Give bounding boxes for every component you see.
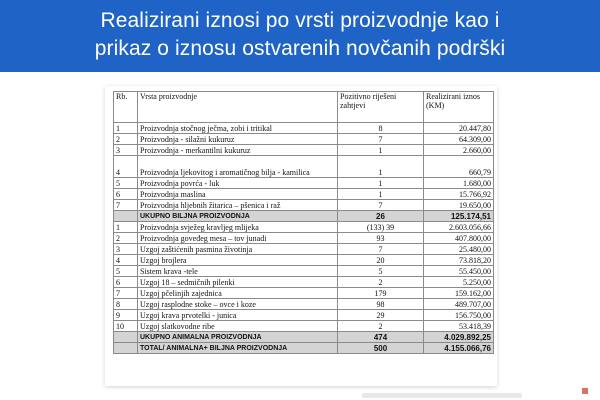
header-count: Pozitivno riješeni zahtjevi (338, 92, 424, 123)
table-row (114, 255, 494, 266)
cell-name: Uzgoj brojlera (138, 255, 338, 266)
cell-rb (114, 332, 138, 343)
cell-amount: 125.174,51 (424, 211, 494, 222)
cell-count: (133) 39 (338, 222, 424, 233)
cell-rb: 6 (114, 277, 138, 288)
cell-amount: 159.162,00 (424, 288, 494, 299)
table-sheet (105, 86, 497, 386)
cell-count: 20 (338, 255, 424, 266)
cell-amount: 489.707,00 (424, 299, 494, 310)
cell-count: 7 (338, 200, 424, 211)
header-type: Vrsta proizvodnje (138, 92, 338, 123)
table-row (114, 189, 494, 200)
cell-rb: 4 (114, 255, 138, 266)
cell-amount: 73.818,20 (424, 255, 494, 266)
cell-count: 1 (338, 189, 424, 200)
cell-amount: 25.480,00 (424, 244, 494, 255)
cell-name: Proizvodnja - merkantilni kukuruz (138, 145, 338, 156)
cell-count: 26 (338, 211, 424, 222)
cell-count: 8 (338, 123, 424, 134)
cell-name: Uzgoj pčelinjih zajednica (138, 288, 338, 299)
table-row (114, 178, 494, 189)
title-line-1: Realizirani iznosi po vrsti proizvodnje kao i (100, 9, 500, 32)
footer-strip (362, 393, 522, 398)
cell-name: Proizvodnja - silažni kukuruz (138, 134, 338, 145)
cell-name: Proizvodnja goveđeg mesa – tov junadi (138, 233, 338, 244)
title-banner (0, 0, 600, 72)
cell-rb: 7 (114, 200, 138, 211)
cell-name: Proizvodnja maslina (138, 189, 338, 200)
cell-amount: 4.155.066,76 (424, 343, 494, 354)
cell-count: 2 (338, 277, 424, 288)
cell-rb: 7 (114, 288, 138, 299)
table-row (114, 244, 494, 255)
cell-rb: 6 (114, 189, 138, 200)
cell-count: 474 (338, 332, 424, 343)
cell-amount: 20.447,80 (424, 123, 494, 134)
cell-rb: 5 (114, 266, 138, 277)
cell-count: 1 (338, 156, 424, 178)
plant-total-row (114, 211, 494, 222)
table-row (114, 233, 494, 244)
cell-rb: 1 (114, 222, 138, 233)
cell-count: 2 (338, 321, 424, 332)
cell-rb: 3 (114, 145, 138, 156)
table-row (114, 310, 494, 321)
cell-name: Uzgoj krava prvotelki - junica (138, 310, 338, 321)
cell-amount: 2.660,00 (424, 145, 494, 156)
cell-rb: 1 (114, 123, 138, 134)
table-row (114, 222, 494, 233)
cell-name: Proizvodnja povrća - luk (138, 178, 338, 189)
cell-rb: 4 (114, 156, 138, 178)
cell-amount: 2.603.056,66 (424, 222, 494, 233)
title-line-2: prikaz o iznosu ostvarenih novčanih podrški (94, 37, 506, 60)
cell-rb (114, 343, 138, 354)
table-row (114, 123, 494, 134)
corner-mark (582, 388, 588, 394)
cell-name: Uzgoj slatkovodne ribe (138, 321, 338, 332)
cell-name: TOTAL/ ANIMALNA+ BILJNA PROIZVODNJA (138, 343, 338, 354)
cell-rb: 10 (114, 321, 138, 332)
cell-name: UKUPNO ANIMALNA PROIZVODNJA (138, 332, 338, 343)
cell-amount: 15.766,92 (424, 189, 494, 200)
cell-amount: 1.680,00 (424, 178, 494, 189)
table-row (114, 156, 494, 178)
animal-total-row (114, 332, 494, 343)
table-row (114, 321, 494, 332)
cell-count: 29 (338, 310, 424, 321)
cell-amount: 64.309,00 (424, 134, 494, 145)
cell-count: 500 (338, 343, 424, 354)
cell-name: Proizvodnja stočnog ječma, zobi i tritikal (138, 123, 338, 134)
table-row (114, 134, 494, 145)
cell-count: 7 (338, 244, 424, 255)
cell-rb: 2 (114, 134, 138, 145)
table-header-row (114, 92, 494, 123)
cell-amount: 53.418,39 (424, 321, 494, 332)
cell-count: 98 (338, 299, 424, 310)
cell-count: 5 (338, 266, 424, 277)
cell-amount: 407.800,00 (424, 233, 494, 244)
table-row (114, 288, 494, 299)
cell-amount: 19.650,00 (424, 200, 494, 211)
cell-amount: 5.250,00 (424, 277, 494, 288)
cell-count: 7 (338, 134, 424, 145)
cell-amount: 156.750,00 (424, 310, 494, 321)
table-row (114, 299, 494, 310)
cell-rb (114, 211, 138, 222)
cell-name: Proizvodnja hljebnih žitarica – pšenica i raž (138, 200, 338, 211)
cell-count: 93 (338, 233, 424, 244)
cell-rb: 3 (114, 244, 138, 255)
table-row (114, 145, 494, 156)
cell-rb: 5 (114, 178, 138, 189)
cell-name: Sistem krava -tele (138, 266, 338, 277)
cell-amount: 4.029.892,25 (424, 332, 494, 343)
cell-name: Uzgoj zaštićenih pasmina životinja (138, 244, 338, 255)
cell-name: UKUPNO BILJNA PROIZVODNJA (138, 211, 338, 222)
cell-name: Proizvodnja svježeg kravljeg mlijeka (138, 222, 338, 233)
cell-count: 179 (338, 288, 424, 299)
table-row (114, 266, 494, 277)
cell-rb: 2 (114, 233, 138, 244)
production-table (113, 91, 494, 354)
cell-count: 1 (338, 145, 424, 156)
cell-count: 1 (338, 178, 424, 189)
grand-total-row (114, 343, 494, 354)
header-amount: Realizirani iznos (KM) (424, 92, 494, 123)
cell-amount: 55.450,00 (424, 266, 494, 277)
header-rb: Rb. (114, 92, 138, 123)
cell-rb: 9 (114, 310, 138, 321)
cell-name: Proizvodnja ljekovitog i aromatičnog bilja - kamilica (138, 156, 338, 178)
cell-rb: 8 (114, 299, 138, 310)
table-row (114, 277, 494, 288)
table-row (114, 200, 494, 211)
cell-amount: 660,79 (424, 156, 494, 178)
cell-name: Uzgoj 18 – sedmičnih pilenki (138, 277, 338, 288)
cell-name: Uzgoj rasplodne stoke – ovce i koze (138, 299, 338, 310)
